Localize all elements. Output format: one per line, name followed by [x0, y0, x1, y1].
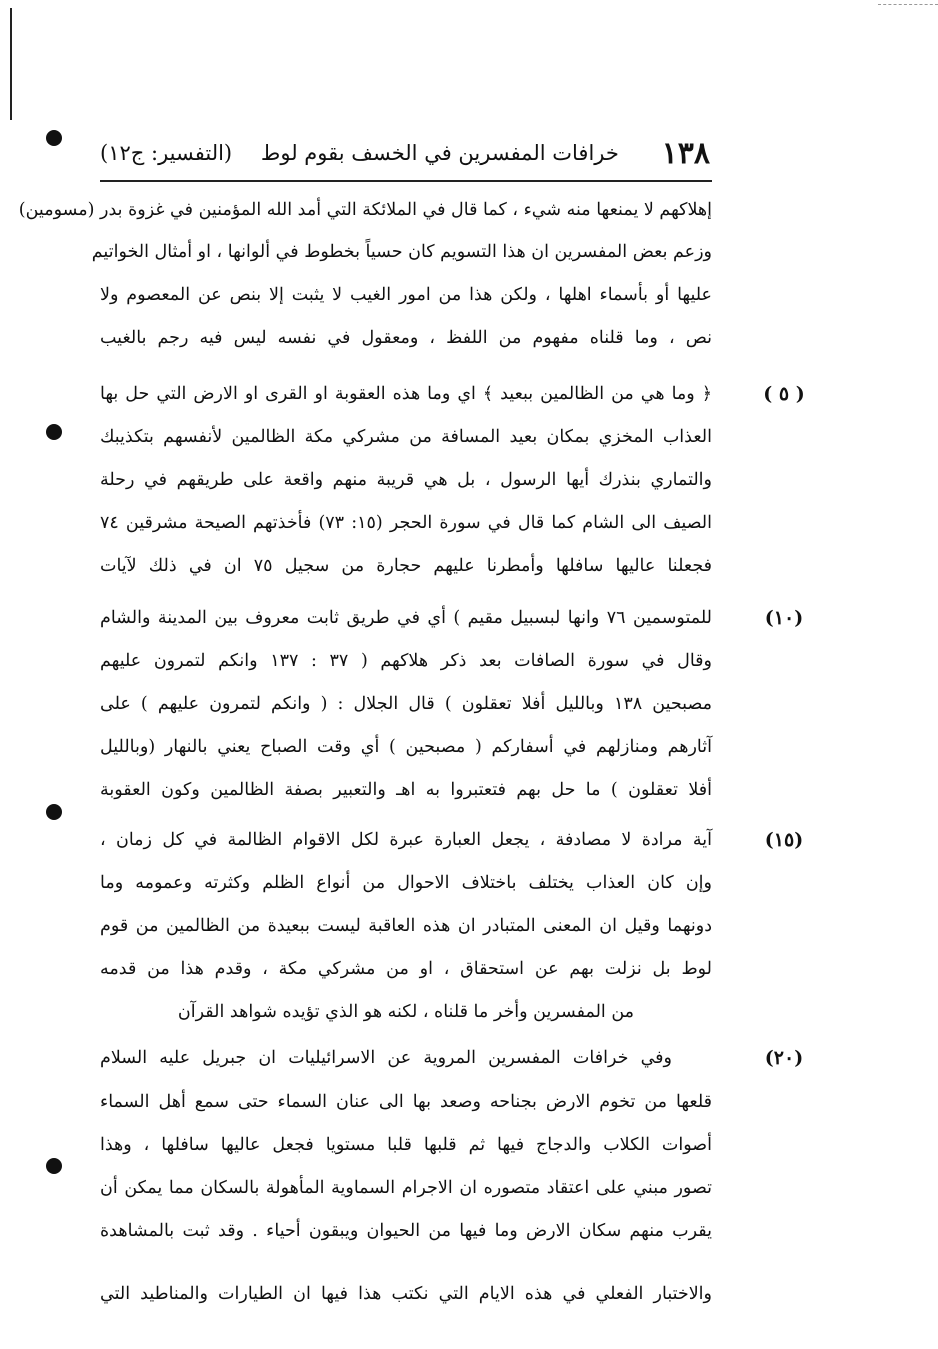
page-header [100, 128, 710, 178]
line-marker-20: (٢٠) [764, 1047, 804, 1069]
scan-edge-dashes [878, 4, 938, 6]
text-line: الصيف الى الشام كما قال في سورة الحجر (١٥: ٧٣) فأخذتهم الصيحة مشرقين ٧٤ [100, 513, 712, 533]
text-line: عليها أو بأسماء اهلها ، ولكن هذا من امور الغيب لا يثبت إلا بنص عن المعصوم ولا [100, 285, 712, 305]
line-marker-5: ( ٥ ) [763, 383, 805, 405]
text-line: مصبحين ١٣٨ وبالليل أفلا تعقلون ) قال الجلال : ( وانكم لتمرون عليهم ) على [100, 694, 712, 714]
header-rule [100, 180, 712, 182]
text-line: من المفسرين وأخر ما قلناه ، لكنه هو الذي تؤيده شواهد القرآن [177, 1002, 635, 1022]
text-line: فجعلنا عاليها سافلها وأمطرنا عليهم حجارة من سجيل ٧٥ ان في ذلك لآيات [100, 556, 712, 576]
scan-edge-line [10, 8, 12, 120]
text-line: ﴿ وما هي من الظالمين ببعيد ﴾ اي وما هذه العقوبة او القرى او الارض التي حل بها [100, 384, 712, 404]
text-line: تصور مبني على اعتقاد متصوره ان الاجرام السماوية المأهولة بالسكان مما يمكن أن [100, 1178, 712, 1198]
text-line: للمتوسمين ٧٦ وانها لبسبيل مقيم ) أي في طريق ثابت معروف بين المدينة والشام [100, 608, 712, 628]
text-line: لوط بل نزلت بهم عن استحقاق ، او من مشركي مكة ، وقدم هذا من قدمه [100, 959, 712, 979]
binding-hole-dot [46, 130, 62, 146]
text-line: العذاب المخزي بمكان بعيد المسافة من مشركي مكة الظالمين لأنفسهم بتكذيبك [100, 427, 712, 447]
line-marker-15: (١٥) [764, 829, 804, 851]
text-line: نص ، وما قلناه مفهوم من اللفظ ، ومعقول في نفسه ليس فيه رجم بالغيب [100, 328, 712, 348]
text-line: دونهما وقيل ان المعنى المتبادر ان هذه العاقبة ليست ببعيدة من الظالمين من قوم [100, 916, 712, 936]
text-line: إهلاكهم لا يمنعها منه شيء ، كما قال في الملائكة التي أمد الله المؤمنين في غزوة بدر (مسومين) [18, 200, 712, 220]
text-line: وقال في سورة الصافات بعد ذكر هلاكهم ( ٣٧ : ١٣٧ وانكم لتمرون عليهم [100, 651, 712, 671]
text-line: يقرب منهم سكان الارض وما فيها من الحيوان ويبقون أحياء . وقد ثبت بالمشاهدة [100, 1221, 712, 1241]
series-label: (التفسير: ج١٢) [100, 141, 233, 165]
line-marker-10: (١٠) [764, 607, 804, 629]
text-line: وزعم بعض المفسرين ان هذا التسويم كان حسياً بخطوط في ألوانها ، او أمثال الخواتيم [91, 242, 712, 262]
text-line: أصوات الكلاب والدجاج فيها ثم قلبها قلبا مستويا فجعل عاليها سافلها ، وهذا [100, 1135, 712, 1155]
text-line: أفلا تعقلون ) ما حل بهم فتعتبروا به اهـ والتعبير بصفة الظالمين وكون العقوبة [100, 780, 712, 800]
text-line: آثارهم ومنازلهم في أسفاركم ( مصبحين ) أي وقت الصباح يعني بالنهار (وبالليل [100, 737, 712, 757]
binding-hole-dot [46, 424, 62, 440]
binding-hole-dot [46, 804, 62, 820]
text-line: آية مرادة لا مصادفة ، يجعل العبارة عبرة لكل الاقوام الظالمة في كل زمان ، [100, 830, 712, 850]
text-line: وإن كان العذاب يختلف باختلاف الاحوال من أنواع الظلم وكثرته وعمومه وما [100, 873, 712, 893]
text-line: والتماري بنذرك أيها الرسول ، بل هي قريبة منهم واقعة على طريقهم في رحلة [100, 470, 712, 490]
binding-hole-dot [46, 1158, 62, 1174]
text-line: وفي خرافات المفسرين المروية عن الاسرائيليات ان جبريل عليه السلام [100, 1048, 672, 1068]
running-title: خرافات المفسرين في الخسف بقوم لوط [260, 141, 619, 165]
page-number: ١٣٨ [661, 135, 710, 171]
text-line: قلعها من تخوم الارض بجناحه وصعد بها الى عنان السماء حتى سمع أهل السماء [100, 1092, 712, 1112]
text-line: والاختبار الفعلي في هذه الايام التي نكتب هذا فيها ان الطيارات والمناطيد التي [100, 1284, 712, 1304]
